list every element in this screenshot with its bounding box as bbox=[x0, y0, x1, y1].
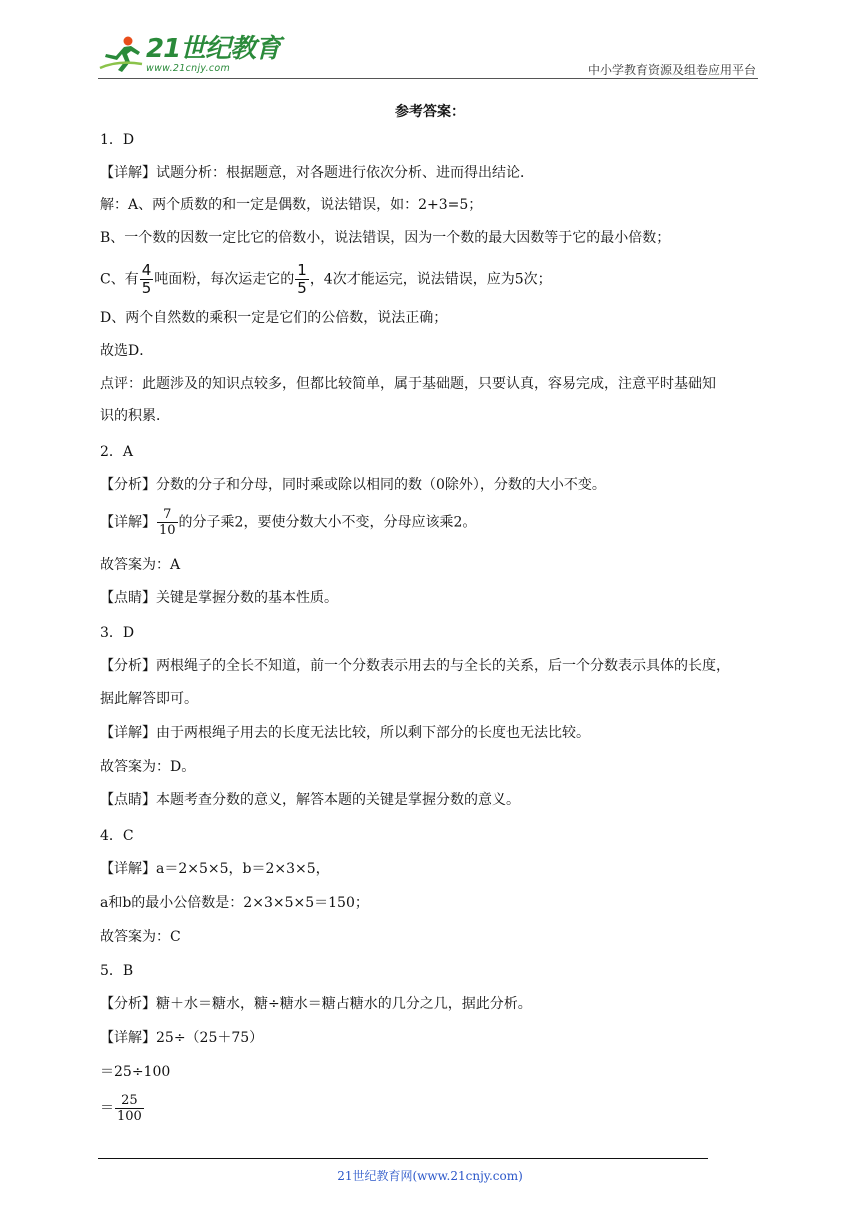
q1-solution-a: 解：A、两个质数的和一定是偶数，说法错误，如：2+3=5； bbox=[100, 197, 483, 213]
q1-comment-cont: 识的积累． bbox=[100, 408, 170, 424]
footer-divider bbox=[98, 1158, 708, 1159]
q1-detail: 【详解】试题分析：根据题意，对各题进行依次分析、进而得出结论． bbox=[100, 165, 534, 181]
q5-step-2 bbox=[100, 1093, 145, 1124]
q1-solution-d: D、两个自然数的乘积一定是它们的公倍数，说法正确； bbox=[100, 310, 448, 326]
q1-conclusion: 故选D． bbox=[100, 343, 154, 359]
q2-answer-line: 故答案为：A bbox=[100, 557, 181, 573]
q2-detail-text: 的分子乘2，要使分数大小不变，分母应该乘2。 bbox=[178, 514, 477, 531]
fraction-one-fifth: $\frac{1}{5}$ bbox=[297, 261, 307, 297]
q1-c-middle: 吨面粉，每次运走它的 bbox=[154, 271, 295, 288]
q2-answer: 2．A bbox=[100, 444, 134, 460]
q5-step-1: ＝25÷100 bbox=[100, 1064, 171, 1080]
q3-analysis: 【分析】两根绳子的全长不知道，前一个分数表示用去的与全长的关系，后一个分数表示具体的长度， bbox=[100, 658, 730, 674]
logo-url: www.21cnjy.com bbox=[146, 63, 231, 74]
q4-answer: 4．C bbox=[100, 828, 134, 844]
q5-analysis: 【分析】糖＋水＝糖水，糖÷糖水＝糖占糖水的几分之几，据此分析。 bbox=[100, 996, 532, 1012]
fraction-seven-tenths: $\frac{7}{10}$ bbox=[159, 507, 176, 538]
q2-tip: 【点睛】关键是掌握分数的基本性质。 bbox=[100, 590, 338, 606]
page-title: 参考答案： bbox=[395, 104, 465, 120]
fraction-four-fifths: $\frac{4}{5}$ bbox=[141, 261, 152, 297]
q1-c-prefix: C、有 bbox=[100, 271, 139, 288]
q1-solution-c bbox=[100, 262, 552, 297]
q1-solution-b: B、一个数的因数一定比它的倍数小，说法错误，因为一个数的最大因数等于它的最小倍数； bbox=[100, 230, 671, 246]
q1-comment: 点评：此题涉及的知识点较多，但都比较简单，属于基础题，只要认真，容易完成，注意平时基础知 bbox=[100, 376, 716, 392]
q2-detail-prefix: 【详解】 bbox=[100, 514, 156, 531]
q1-c-suffix: ，4次才能运完，说法错误，应为5次； bbox=[309, 271, 552, 288]
q4-answer-line: 故答案为：C bbox=[100, 929, 181, 945]
q1-answer: 1．D bbox=[100, 132, 135, 148]
q2-analysis: 【分析】分数的分子和分母，同时乘或除以相同的数（0除外），分数的大小不变。 bbox=[100, 477, 606, 493]
fraction-25-100: $\frac{25}{100}$ bbox=[117, 1093, 142, 1124]
site-logo[interactable] bbox=[98, 34, 280, 74]
q3-detail: 【详解】由于两根绳子用去的长度无法比较，所以剩下部分的长度也无法比较。 bbox=[100, 725, 590, 741]
q4-detail: 【详解】a＝2×5×5，b＝2×3×5， bbox=[100, 861, 330, 877]
q4-lcm: a和b的最小公倍数是：2×3×5×5＝150； bbox=[100, 895, 369, 911]
q5-answer: 5．B bbox=[100, 963, 134, 979]
q3-answer-line: 故答案为：D。 bbox=[100, 759, 196, 775]
q3-analysis-cont: 据此解答即可。 bbox=[100, 691, 198, 707]
page-header bbox=[98, 30, 758, 80]
logo-text: 21世纪教育 bbox=[146, 34, 281, 64]
runner-logo-icon bbox=[98, 34, 144, 74]
header-divider bbox=[98, 78, 758, 79]
q3-answer: 3．D bbox=[100, 625, 135, 641]
q5-equals: ＝ bbox=[100, 1100, 114, 1117]
q3-tip: 【点睛】本题考查分数的意义，解答本题的关键是掌握分数的意义。 bbox=[100, 792, 520, 808]
platform-name: 中小学教育资源及组卷应用平台 bbox=[587, 63, 756, 77]
q5-detail: 【详解】25÷（25＋75） bbox=[100, 1030, 264, 1046]
q2-detail bbox=[100, 507, 476, 538]
footer-link[interactable]: 21世纪教育网(www.21cnjy.com) bbox=[337, 1169, 523, 1183]
